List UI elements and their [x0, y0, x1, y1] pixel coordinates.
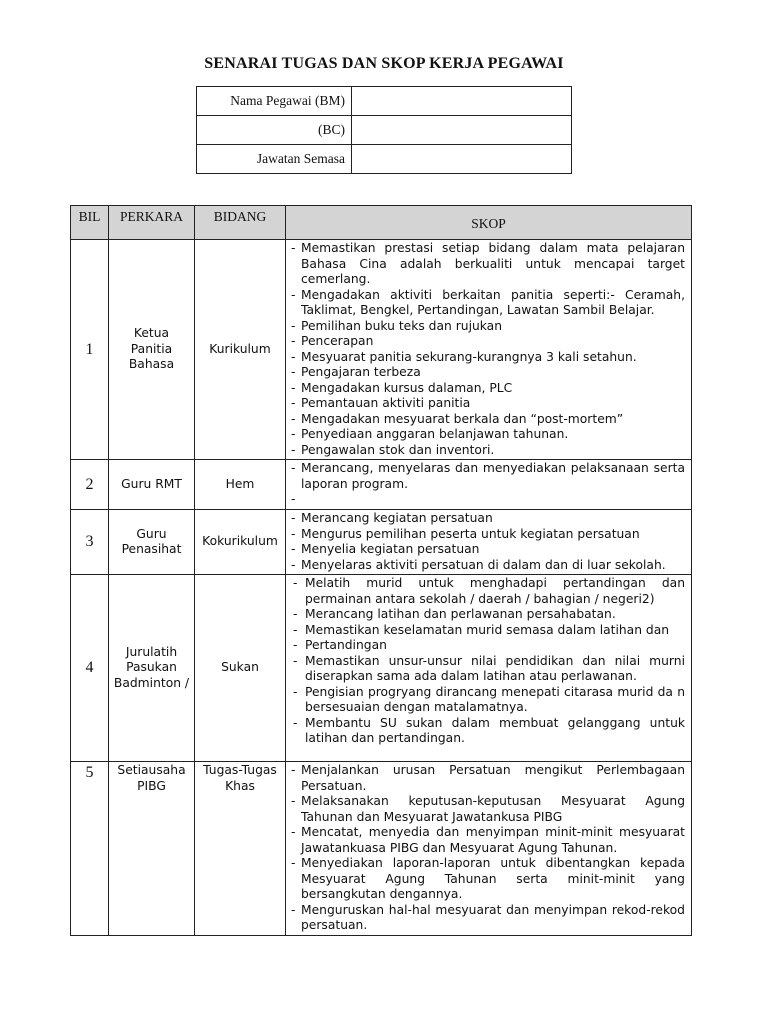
- header-bil: BIL: [71, 206, 109, 240]
- table-row: [71, 575, 692, 762]
- list-item: - Menjalankan urusan Persatuan mengikut Perlembagaan Persatuan.: [289, 763, 685, 794]
- row-number: 3: [71, 510, 109, 575]
- list-item: - Menguruskan hal-hal mesyuarat dan menyimpan rekod-rekod persatuan.: [289, 903, 685, 934]
- list-item: - Merancang kegiatan persatuan: [289, 511, 685, 527]
- list-item: - Pengajaran terbeza: [289, 365, 685, 381]
- info-row: [197, 116, 572, 145]
- table-header-row: [71, 206, 692, 240]
- list-item: - Merancang latihan dan perlawanan persahabatan.: [289, 607, 685, 623]
- list-item: - Mencatat, menyedia dan menyimpan minit-minit mesyuarat Jawatankuasa PIBG dan Mesyuarat Agung Tahunan.: [289, 825, 685, 856]
- list-item: - Mengadakan mesyuarat berkala dan “post-mortem”: [289, 412, 685, 428]
- row-bidang: Sukan: [195, 575, 286, 762]
- row-perkara: Guru Penasihat: [109, 510, 195, 575]
- row-skop: [286, 240, 692, 460]
- list-item: - Membantu SU sukan dalam membuat gelanggang untuk latihan dan pertandingan.: [289, 716, 685, 747]
- info-row: [197, 87, 572, 116]
- list-item: - Pengawalan stok dan inventori.: [289, 443, 685, 459]
- info-value[interactable]: [352, 116, 572, 145]
- list-item: - Melaksanakan keputusan-keputusan Mesyuarat Agung Tahunan dan Mesyuarat Jawatankusa PIBG: [289, 794, 685, 825]
- list-item: - Memastikan unsur-unsur nilai pendidikan dan nilai murni diserapkan sama ada dalam latihan atau perlawanan.: [289, 654, 685, 685]
- list-item: - Pemilihan buku teks dan rujukan: [289, 319, 685, 335]
- row-number: 2: [71, 460, 109, 510]
- duties-table: [70, 205, 692, 936]
- list-item: - Memastikan prestasi setiap bidang dalam mata pelajaran Bahasa Cina adalah berkualiti untuk mencapai target cemerlang.: [289, 241, 685, 288]
- header-skop: SKOP: [286, 206, 692, 240]
- info-value[interactable]: [352, 145, 572, 174]
- list-item: - Menyediakan laporan-laporan untuk dibentangkan kepada Mesyuarat Agung Tahunan serta minit-minit yang bersangkutan dengannya.: [289, 856, 685, 903]
- row-perkara: Ketua Panitia Bahasa: [109, 240, 195, 460]
- row-perkara: Setiausaha PIBG: [109, 762, 195, 936]
- skop-list: [289, 511, 685, 573]
- list-item: - Pemantauan aktiviti panitia: [289, 396, 685, 412]
- skop-list: [289, 461, 685, 492]
- list-item: - Mengurus pemilihan peserta untuk kegiatan persatuan: [289, 527, 685, 543]
- row-number: 1: [71, 240, 109, 460]
- list-item: - Mengadakan kursus dalaman, PLC: [289, 381, 685, 397]
- row-number: 5: [71, 762, 109, 936]
- row-perkara: Guru RMT: [109, 460, 195, 510]
- list-item: - Memastikan keselamatan murid semasa dalam latihan dan: [289, 623, 685, 639]
- list-item: - Pertandingan: [289, 638, 685, 654]
- row-bidang: Kokurikulum: [195, 510, 286, 575]
- list-item: - Merancang, menyelaras dan menyediakan pelaksanaan serta laporan program.: [289, 461, 685, 492]
- skop-list: [289, 241, 685, 458]
- row-number: 4: [71, 575, 109, 762]
- row-perkara: Jurulatih Pasukan Badminton /: [109, 575, 195, 762]
- info-label: Jawatan Semasa: [197, 145, 352, 174]
- officer-info-table: [196, 86, 572, 174]
- list-item: - Penyediaan anggaran belanjawan tahunan.: [289, 427, 685, 443]
- row-bidang: Hem: [195, 460, 286, 510]
- row-skop: [286, 510, 692, 575]
- row-skop: [286, 762, 692, 936]
- list-item: - Melatih murid untuk menghadapi pertandingan dan permainan antara sekolah / daerah / bahagian / negeri2): [289, 576, 685, 607]
- row-skop: [286, 460, 692, 510]
- row-skop: [286, 575, 692, 762]
- list-item: - Pengisian progryang dirancang menepati citarasa murid da n bersesuaian dengan matalamatnya.: [289, 685, 685, 716]
- row-bidang: Tugas-Tugas Khas: [195, 762, 286, 936]
- info-label: Nama Pegawai (BM): [197, 87, 352, 116]
- table-row: [71, 460, 692, 510]
- info-label: (BC): [197, 116, 352, 145]
- row-bidang: Kurikulum: [195, 240, 286, 460]
- skop-list: [289, 576, 685, 747]
- list-item: - Mesyuarat panitia sekurang-kurangnya 3 kali setahun.: [289, 350, 685, 366]
- page-title: SENARAI TUGAS DAN SKOP KERJA PEGAWAI: [204, 55, 564, 72]
- header-perkara: PERKARA: [109, 206, 195, 240]
- list-item: - Menyelaras aktiviti persatuan di dalam dan di luar sekolah.: [289, 558, 685, 574]
- list-item: - Mengadakan aktiviti berkaitan panitia seperti:- Ceramah, Taklimat, Bengkel, Pertandingan, Lawatan Sambil Belajar.: [289, 288, 685, 319]
- info-row: [197, 145, 572, 174]
- list-item: - Menyelia kegiatan persatuan: [289, 542, 685, 558]
- table-row: [71, 240, 692, 460]
- list-item: - Pencerapan: [289, 334, 685, 350]
- info-value[interactable]: [352, 87, 572, 116]
- header-bidang: BIDANG: [195, 206, 286, 240]
- table-row: [71, 510, 692, 575]
- skop-list: [289, 763, 685, 934]
- table-row: [71, 762, 692, 936]
